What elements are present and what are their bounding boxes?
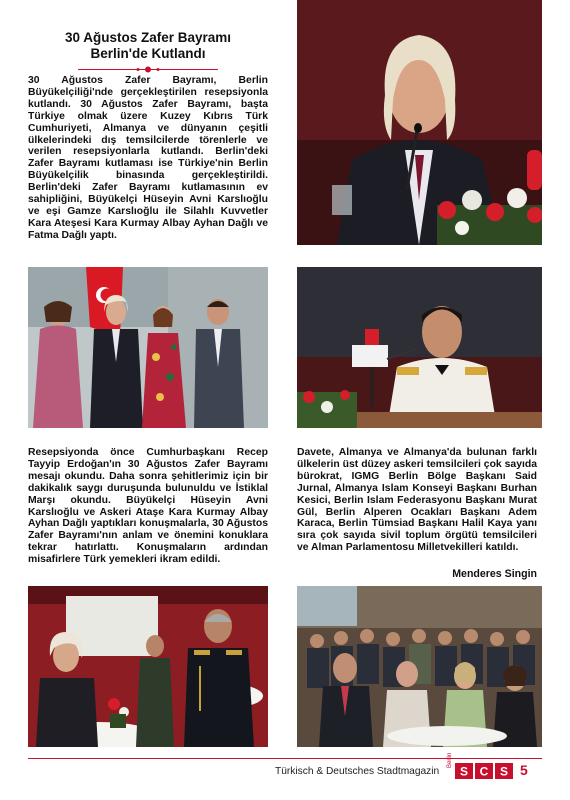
photo-reception-officers: [28, 586, 268, 747]
article-paragraph-intro: 30 Ağustos Zafer Bayramı, Berlin Büyükelçiliği'nde gerçekleştirilen resepsiyonla kutlandı. 30 Ağustos Zafer Bayramı, başta Türkiye olmak üzere Kuzey Kıbrıs Türk Cumhuriyeti, Almanya ve dünyanın çeşitli ülkelerindeki dış temsilcilerde törenlerle ve verilen resepsiyonlarla kutlandı. Berlin'deki Zafer Bayramı kutlaması ise Türkiye'nin Berlin Büyükelçilik binasında gerçekleştirildi. Berlin'deki Zafer Bayramı kutlamasının ev sahipliğini, Büyükelçi Hüseyin Avni Karslıoğlu ve eşi Gamze Karslıoğlu ile Silahlı Kuvvetler Kara Ateşesi Kara Kurmay Albay Ayhan Dağlı ve Fatma Dağlı yaptı.: [28, 75, 268, 241]
title-line-1: 30 Ağustos Zafer Bayramı: [64, 30, 232, 45]
photo-hosts-group: [28, 267, 268, 428]
photo-ambassador-speech: [297, 0, 542, 245]
svg-text:C: C: [479, 764, 489, 779]
photo-guests-crowd: [297, 586, 542, 747]
title-divider: [78, 66, 218, 73]
article-paragraph-guests: Davete, Almanya ve Almanya'da bulunan farklı ülkelerin üst düzey askeri temsilcileri çok sayıda bürokrat, IGMG Berlin Bölge Başkanı Said Jurnal, Almanya Islam Konseyi Başkanı Burhan Kesici, Berlin Islam Federasyonu Başkanı Murat Gül, Berlin Alperen Ocakları Başkanı Adem Karaca, Berlin Tümsiad Başkanı Halil Kaya yanı sıra çok sayıda sivil toplum örgütü temsilcileri ve Alman Parlamentosu Milletvekilleri katıldı.: [297, 447, 537, 554]
svg-text:S: S: [459, 764, 469, 779]
footer-magazine-name: Türkisch & Deutsches Stadtmagazin: [275, 766, 440, 777]
svg-text:S: S: [499, 764, 509, 779]
scs-logo: [455, 763, 513, 779]
footer-rule: [28, 758, 542, 759]
page-number: 5: [520, 762, 528, 778]
article-title: [28, 30, 268, 62]
article-author: Menderes Singin: [452, 568, 537, 580]
photo-military-attache-speech: [297, 267, 542, 428]
footer-berlin-label: Berlin: [447, 752, 453, 768]
article-paragraph-ceremony: Resepsiyonda önce Cumhurbaşkanı Recep Tayyip Erdoğan'ın 30 Ağustos Zafer Bayramı mesajı okundu. Daha sonra şehitlerimiz için bir dakikalık saygı duruşunda bulunuldu ve İstiklal Marşı okundu. Büyükelçi Hüseyin Avni Karslıoğlu ve Askeri Ataşe Kara Kurmay Albay Ayhan Dağlı yaptıkları konuşmalarla, 30 Ağustos Zafer Bayramı'nın anlam ve önemini konuklara tekrar hatırlattı. Konuşmaların ardından misafirlere Türk yemekleri ikram edildi.: [28, 447, 268, 566]
title-line-2: Berlin'de Kutlandı: [90, 46, 206, 61]
